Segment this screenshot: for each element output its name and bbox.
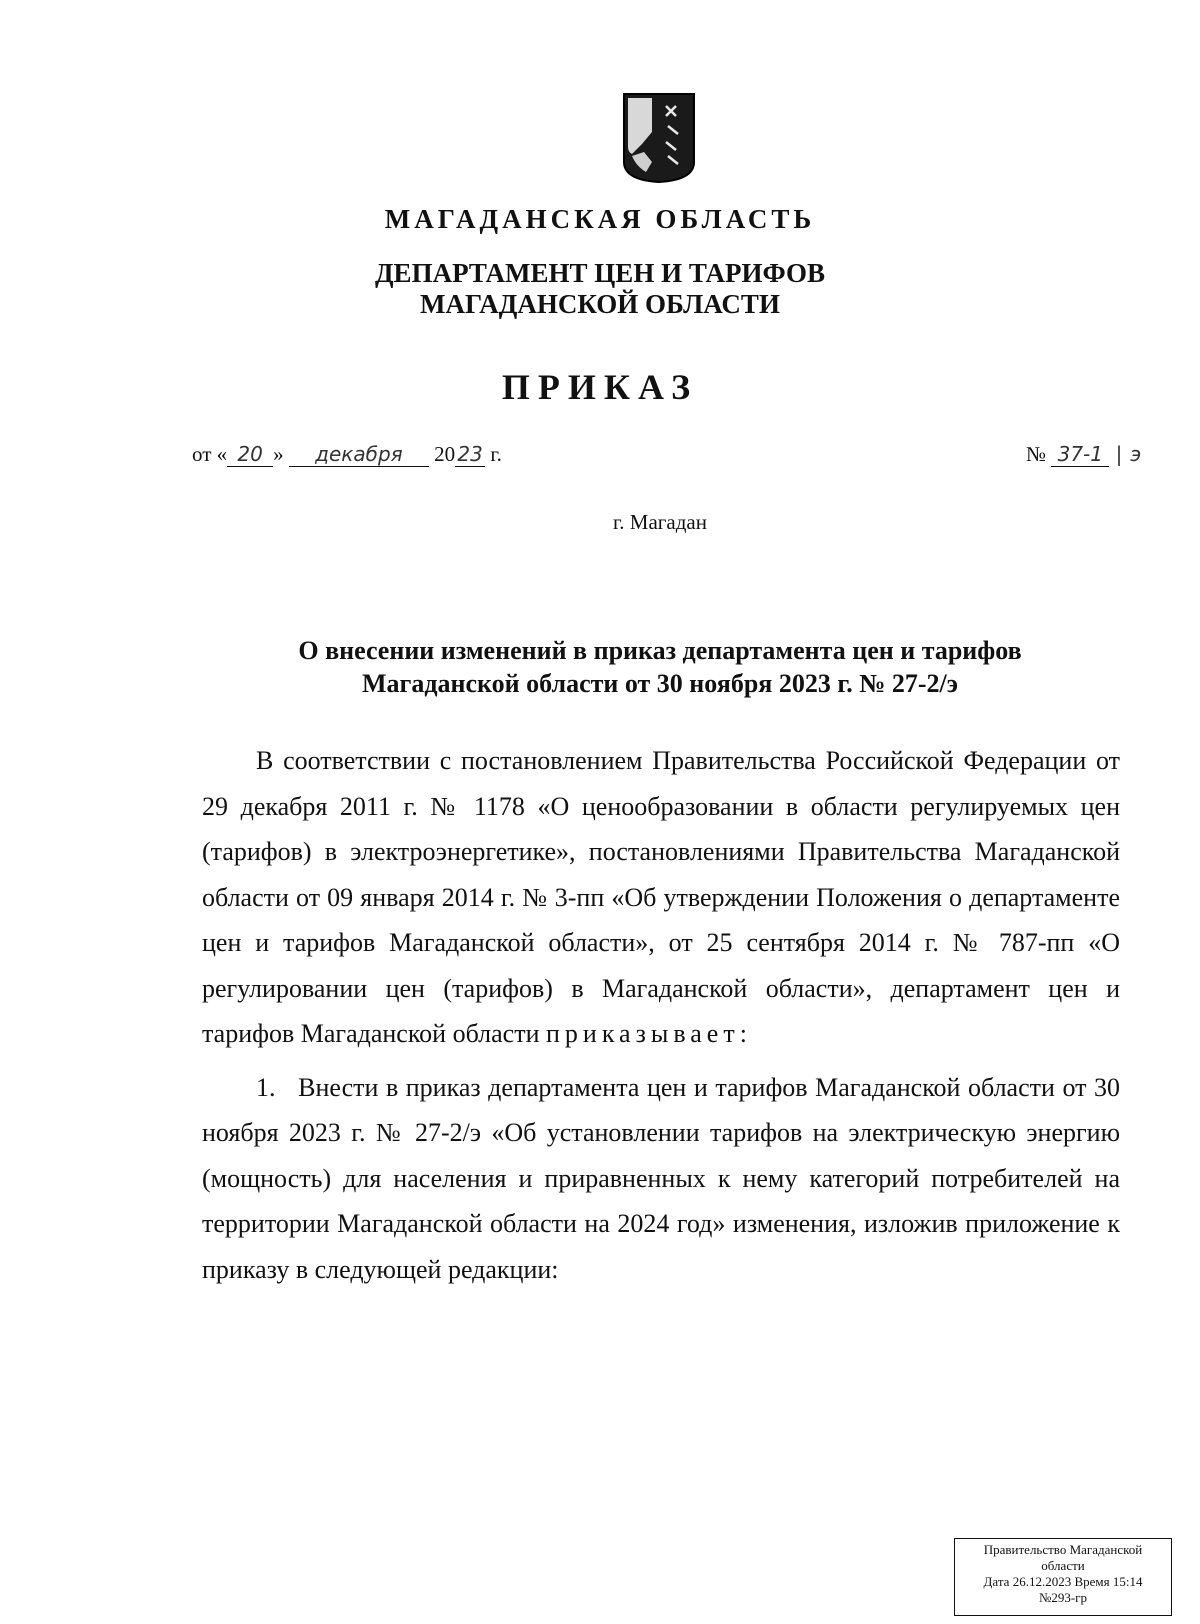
orders-word: приказывает: bbox=[545, 1019, 752, 1048]
handwritten-month: декабря bbox=[289, 442, 429, 467]
order-number: № 37-1 | э bbox=[1026, 442, 1142, 466]
order-item-1 bbox=[202, 1065, 1120, 1293]
order-body bbox=[202, 738, 1120, 1292]
year-end: г. bbox=[490, 442, 502, 466]
date-prefix: от « bbox=[192, 442, 228, 466]
subject-line-2: Магаданской области от 30 ноября 2023 г. № 27-2/э bbox=[362, 669, 958, 698]
preamble-paragraph bbox=[202, 738, 1120, 1057]
order-subject bbox=[0, 634, 1200, 700]
number-prefix: № bbox=[1026, 442, 1047, 466]
handwritten-year: 23 bbox=[455, 442, 485, 467]
preamble-text: В соответствии с постановлением Правительства Российской Федерации от 29 декабря 2011 г. № 1178 «О ценообразовании в области регулируемых цен (тарифов) в электроэнергетике», постановлениями Правительства Магаданской области от 09 января 2014 г. № 3-пп «Об утверждении Положения о департаменте цен и тарифов Магаданской области», от 25 сентября 2014 г. № 787-пп «О регулировании цен (тарифов) в Магаданской области», департамент цен и тарифов Магаданской области bbox=[202, 746, 1120, 1048]
stamp-line-4: №293-гр bbox=[1038, 1590, 1088, 1605]
handwritten-day: 20 bbox=[227, 442, 273, 467]
registration-stamp bbox=[954, 1538, 1172, 1616]
department-heading bbox=[0, 258, 1200, 320]
order-date bbox=[192, 442, 502, 467]
handwritten-number: 37-1 bbox=[1051, 442, 1109, 467]
date-mid: » bbox=[273, 442, 284, 466]
department-line-1: ДЕПАРТАМЕНТ ЦЕН И ТАРИФОВ bbox=[374, 258, 826, 288]
year-prefix: 20 bbox=[434, 442, 456, 466]
item-text: Внести в приказ департамента цен и тарифов Магаданской области от 30 ноября 2023 г. № 27-2/э «Об установлении тарифов на электрическую энергию (мощность) для населения и приравненных к нему категорий потребителей на территории Магаданской области на 2024 год» изменения, изложив приложение к приказу в следующей редакции: bbox=[202, 1072, 1121, 1284]
document-type-title: ПРИКАЗ bbox=[501, 367, 699, 407]
stamp-line-2: области bbox=[1041, 1558, 1085, 1573]
city-name: г. Магадан bbox=[613, 510, 707, 534]
subject-line-1: О внесении изменений в приказ департамента цен и тарифов bbox=[298, 636, 1022, 665]
stamp-line-3: Дата 26.12.2023 Время 15:14 bbox=[983, 1574, 1143, 1589]
coat-of-arms-icon bbox=[622, 92, 696, 184]
handwritten-number-suffix: э bbox=[1130, 442, 1142, 466]
department-line-2: МАГАДАНСКОЙ ОБЛАСТИ bbox=[420, 289, 780, 319]
region-heading: МАГАДАНСКАЯ ОБЛАСТЬ bbox=[384, 204, 816, 234]
stamp-line-1: Правительство Магаданской bbox=[983, 1542, 1143, 1557]
item-number: 1. bbox=[256, 1072, 276, 1102]
